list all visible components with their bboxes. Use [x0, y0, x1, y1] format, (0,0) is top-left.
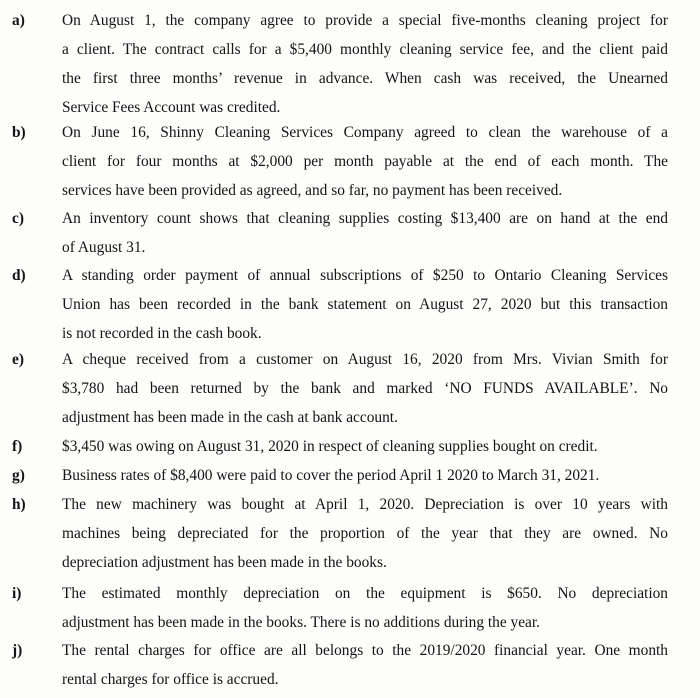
list-item-f — [12, 432, 668, 461]
list-item-h — [12, 490, 668, 577]
item-line: On August 1, the company agree to provide a special five-months cleaning project for — [62, 12, 668, 29]
item-line: adjustment has been made in the books. There is no additions during the year. — [62, 614, 541, 631]
list-item-e — [12, 345, 668, 432]
list-item-b — [12, 118, 668, 205]
list-item-g — [12, 461, 668, 490]
list-item-j — [12, 636, 668, 694]
item-line: depreciation adjustment has been made in the books. — [62, 554, 387, 571]
item-line: is not recorded in the cash book. — [62, 325, 262, 342]
list-item-c — [12, 204, 668, 262]
item-line: On June 16, Shinny Cleaning Services Company agreed to clean the warehouse of a — [62, 124, 668, 141]
item-marker: j) — [12, 642, 23, 659]
item-marker: f) — [12, 438, 23, 455]
item-line: a client. The contract calls for a $5,400 monthly cleaning service fee, and the client paid — [62, 41, 668, 58]
item-marker: d) — [12, 267, 26, 284]
item-marker: e) — [12, 351, 24, 368]
item-line: $3,780 had been returned by the bank and marked ‘NO FUNDS AVAILABLE’. No — [62, 380, 668, 397]
item-marker: g) — [12, 467, 25, 484]
list-item-d — [12, 261, 668, 348]
item-line: machines being depreciated for the proportion of the year that they are owned. No — [62, 525, 668, 542]
item-line: services have been provided as agreed, and so far, no payment has been received. — [62, 182, 563, 199]
item-line: Service Fees Account was credited. — [62, 99, 281, 116]
item-line: the first three months’ revenue in advance. When cash was received, the Unearned — [62, 70, 668, 87]
list-item-a — [12, 6, 668, 122]
item-line: A cheque received from a customer on August 16, 2020 from Mrs. Vivian Smith for — [62, 351, 668, 368]
item-line: A standing order payment of annual subscriptions of $250 to Ontario Cleaning Services — [62, 267, 668, 284]
item-line: client for four months at $2,000 per month payable at the end of each month. The — [62, 153, 668, 170]
item-line: adjustment has been made in the cash at bank account. — [62, 409, 398, 426]
item-marker: i) — [12, 585, 22, 602]
item-line: rental charges for office is accrued. — [62, 671, 279, 688]
item-line: The rental charges for office are all belongs to the 2019/2020 financial year. One month — [62, 642, 668, 659]
item-line: Business rates of $8,400 were paid to cover the period April 1 2020 to March 31, 2021. — [62, 467, 600, 484]
item-line: Union has been recorded in the bank statement on August 27, 2020 but this transaction — [62, 296, 668, 313]
item-line: of August 31. — [62, 239, 146, 256]
item-marker: c) — [12, 210, 24, 227]
list-item-i — [12, 579, 668, 637]
item-line: An inventory count shows that cleaning supplies costing $13,400 are on hand at the end — [62, 210, 668, 227]
item-marker: b) — [12, 124, 26, 141]
item-line: $3,450 was owing on August 31, 2020 in respect of cleaning supplies bought on credit. — [62, 438, 598, 455]
item-line: The new machinery was bought at April 1, 2020. Depreciation is over 10 years with — [62, 496, 668, 513]
item-marker: h) — [12, 496, 26, 513]
item-marker: a) — [12, 12, 25, 29]
item-line: The estimated monthly depreciation on the equipment is $650. No depreciation — [62, 585, 668, 602]
